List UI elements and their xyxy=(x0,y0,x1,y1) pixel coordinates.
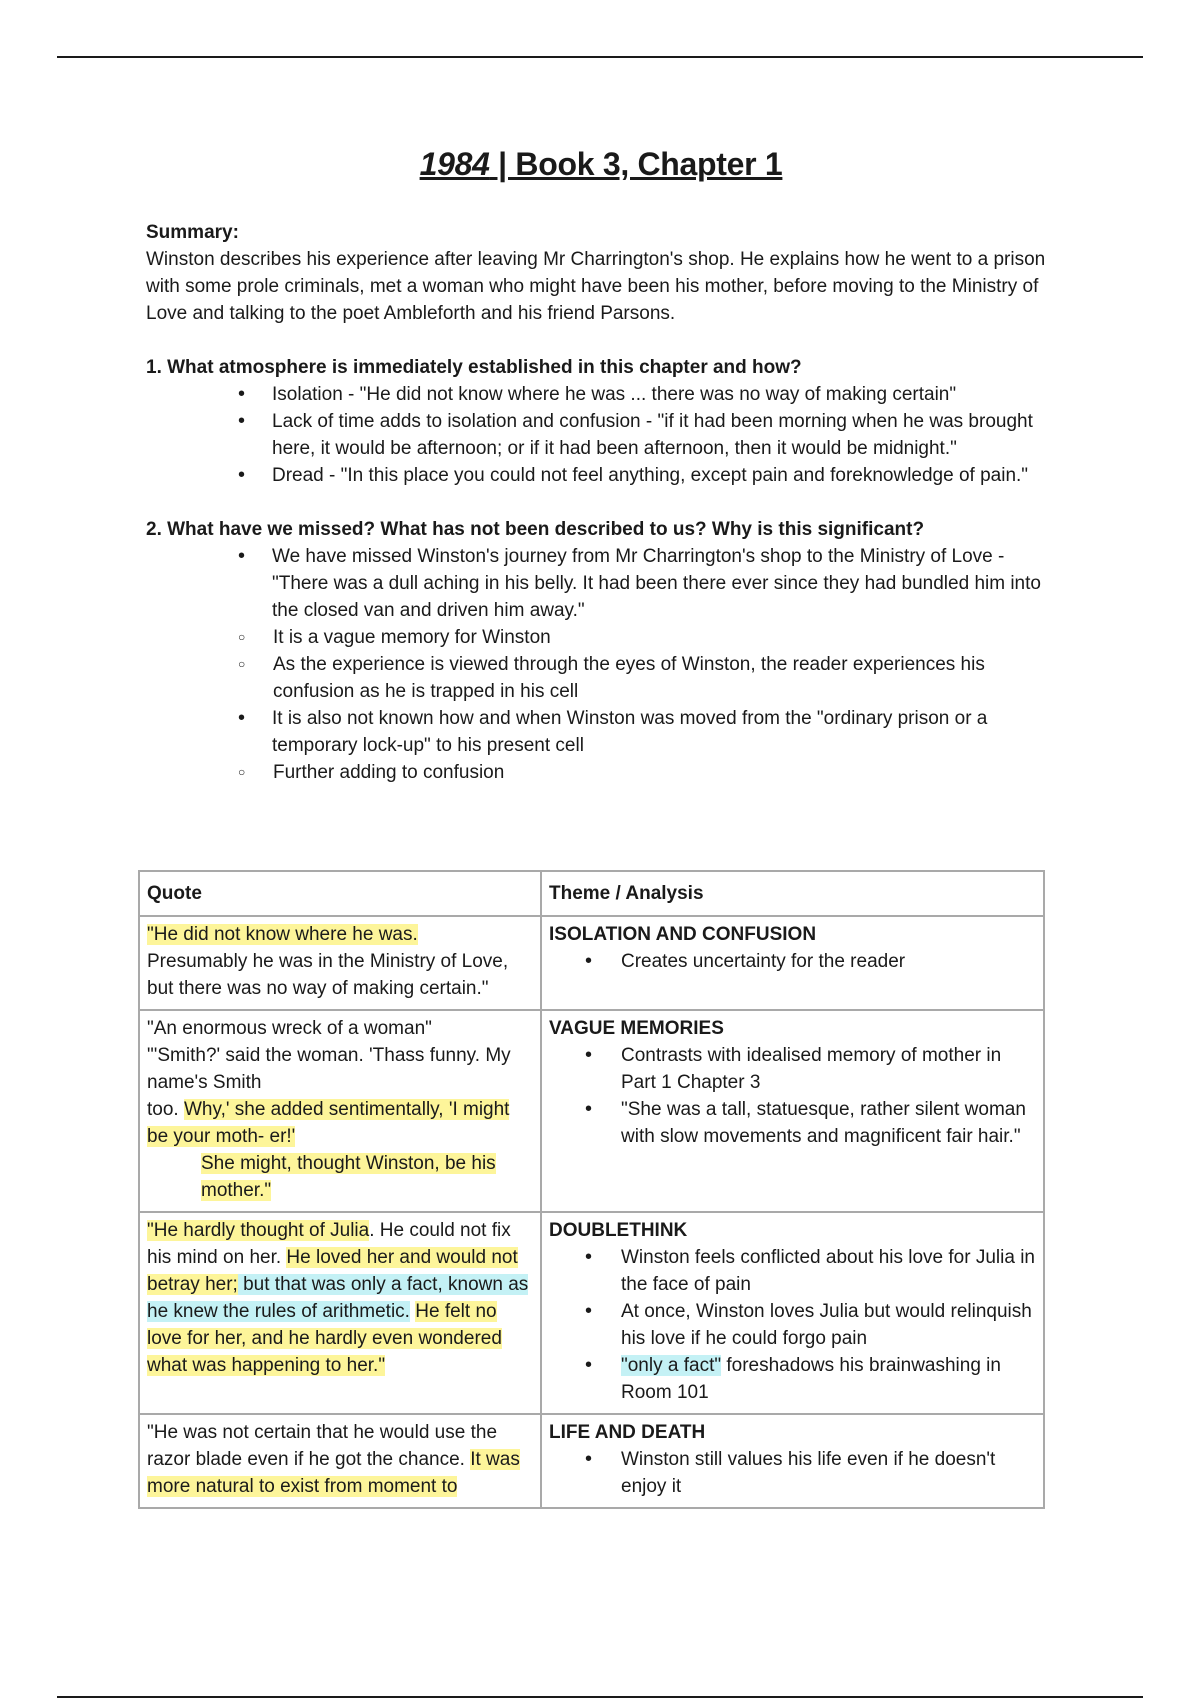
analysis-cell xyxy=(541,1212,1044,1414)
theme-heading: VAGUE MEMORIES xyxy=(549,1018,724,1039)
quote-line xyxy=(147,1096,533,1150)
summary-text: Winston describes his experience after leaving Mr Charrington's shop. He explains how he went to a prison with some prole criminals, met a woman who might have been his mother, before moving to the Ministry of Love and talking to the poet Ambleforth and his friend Parsons. xyxy=(146,249,1046,324)
highlighted-text: Why,' she added sentimentally, 'I might be your moth- er!' xyxy=(147,1099,510,1147)
highlighted-text: "He did not know where he was. xyxy=(147,924,418,945)
analysis-cell xyxy=(541,1414,1044,1508)
highlighted-text: She might, thought Winston, be his mother." xyxy=(201,1153,496,1201)
summary-label: Summary: xyxy=(146,222,239,243)
table-row xyxy=(139,916,1044,1010)
sub-list-item: ○ As the experience is viewed through the eyes of Winston, the reader experiences his confusion as he is trapped in his cell xyxy=(273,651,1056,705)
quote-cell xyxy=(139,1010,541,1212)
analysis-cell xyxy=(541,916,1044,1010)
quote-cell xyxy=(139,1212,541,1414)
table-header-row xyxy=(139,871,1044,916)
list-item: • Dread - "In this place you could not feel anything, except pain and foreknowledge of pain." xyxy=(272,462,1056,489)
question-2-sublist-2 xyxy=(146,759,1056,786)
list-item xyxy=(621,1352,1036,1406)
title-year: 1984 xyxy=(419,146,490,182)
list-item-text: We have missed Winston's journey from Mr Charrington's shop to the Ministry of Love - "There was a dull aching in his belly. It had been there ever since they had bundled him into the closed van and driven him away." xyxy=(272,546,1041,621)
quote-text: . He could not fix his mind on her. xyxy=(147,1220,511,1268)
theme-heading: DOUBLETHINK xyxy=(549,1220,688,1241)
quote-cell xyxy=(139,916,541,1010)
table-row xyxy=(139,1212,1044,1414)
list-item: • Isolation - "He did not know where he was ... there was no way of making certain" xyxy=(272,381,1056,408)
highlighted-text: He loved her and would not betray her; xyxy=(147,1247,518,1295)
question-1-list xyxy=(146,381,1056,489)
table-row xyxy=(139,1010,1044,1212)
quote-line: "'Smith?' said the woman. 'Thass funny. My name's Smith xyxy=(147,1045,511,1093)
question-2-sublist xyxy=(146,624,1056,705)
column-header-quote: Quote xyxy=(139,871,541,916)
quote-line: "An enormous wreck of a woman" xyxy=(147,1018,432,1039)
theme-heading: LIFE AND DEATH xyxy=(549,1422,706,1443)
highlighted-text: It was more natural to exist from moment to xyxy=(147,1449,520,1497)
list-item: • It is also not known how and when Winston was moved from the "ordinary prison or a temporary lock-up" to his present cell xyxy=(272,705,1056,759)
question-2-list-continued xyxy=(146,705,1056,759)
list-item: • "She was a tall, statuesque, rather silent woman with slow movements and magnificent fair hair." xyxy=(621,1096,1036,1150)
question-1-heading: 1. What atmosphere is immediately established in this chapter and how? xyxy=(146,357,802,378)
list-item-text: foreshadows his brainwashing in Room 101 xyxy=(621,1355,1001,1403)
analysis-list xyxy=(549,1042,1036,1150)
quote-line-indented xyxy=(147,1150,533,1204)
quote-text: Presumably he was in the Ministry of Love, but there was no way of making certain." xyxy=(147,951,509,999)
theme-heading: ISOLATION AND CONFUSION xyxy=(549,924,817,945)
analysis-list xyxy=(549,948,1036,975)
quote-text: "He was not certain that he would use the razor blade even if he got the chance. xyxy=(147,1422,498,1470)
quote-text: too. xyxy=(147,1099,184,1120)
page-title xyxy=(146,146,1056,183)
list-item: • Lack of time adds to isolation and confusion - "if it had been morning when he was brought here, it would be afternoon; or if it had been afternoon, then it would be midnight." xyxy=(272,408,1056,462)
list-item: • Winston still values his life even if he doesn't enjoy it xyxy=(621,1446,1036,1500)
list-item: • Creates uncertainty for the reader xyxy=(621,948,1036,975)
list-item: • Winston feels conflicted about his love for Julia in the face of pain xyxy=(621,1244,1036,1298)
analysis-list xyxy=(549,1244,1036,1406)
highlighted-text: "He hardly thought of Julia xyxy=(147,1220,370,1241)
highlighted-text-blue: but that was only a fact, known as he knew the rules of arithmetic. xyxy=(147,1274,529,1322)
list-item: • At once, Winston loves Julia but would relinquish his love if he could forgo pain xyxy=(621,1298,1036,1352)
header-rule xyxy=(57,56,1143,58)
footer-rule xyxy=(57,1696,1143,1698)
document-page xyxy=(146,146,1056,786)
list-item xyxy=(272,543,1056,624)
question-2-heading: 2. What have we missed? What has not been described to us? Why is this significant? xyxy=(146,519,925,540)
analysis-list xyxy=(549,1446,1036,1500)
list-item: • Contrasts with idealised memory of mother in Part 1 Chapter 3 xyxy=(621,1042,1036,1096)
sub-list-item: ○ It is a vague memory for Winston xyxy=(273,624,1056,651)
quote-analysis-table xyxy=(138,870,1045,1509)
question-2-list xyxy=(146,543,1056,624)
quote-cell xyxy=(139,1414,541,1508)
highlighted-text-blue: "only a fact" xyxy=(621,1355,722,1376)
analysis-cell xyxy=(541,1010,1044,1212)
sub-list-item: ○ Further adding to confusion xyxy=(273,759,1056,786)
column-header-theme: Theme / Analysis xyxy=(541,871,1044,916)
highlighted-text: He felt no love for her, and he hardly even wondered what was happening to her." xyxy=(147,1301,502,1376)
table-row xyxy=(139,1414,1044,1508)
title-rest: | Book 3, Chapter 1 xyxy=(489,146,783,182)
